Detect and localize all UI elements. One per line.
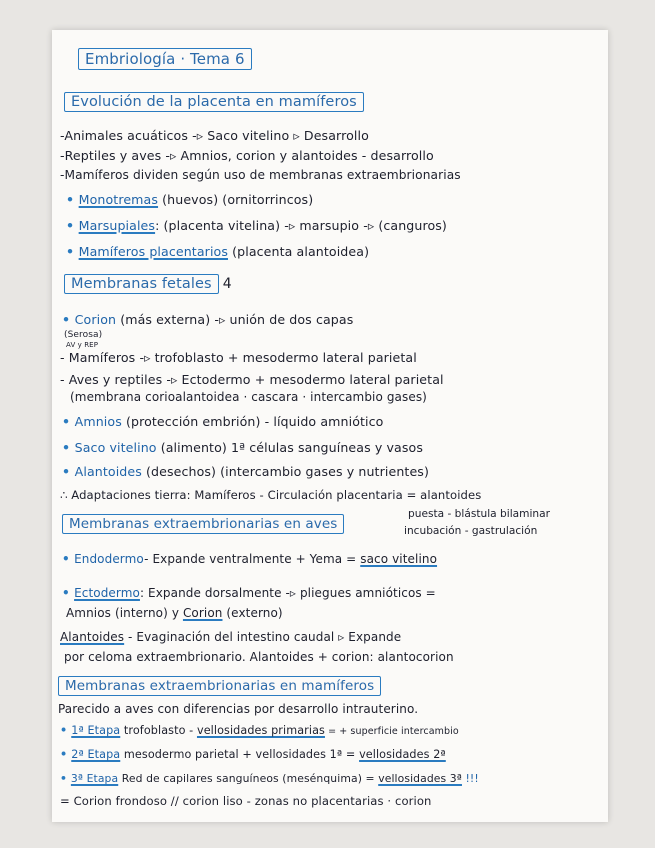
line-acuaticos: -Animales acuáticos -▹ Saco vitelino ▹ Desarrollo (60, 128, 369, 143)
note-incubacion: incubación - gastrulación (404, 525, 538, 537)
line-corioalantoidea: (membrana corioalantoidea · cascara · intercambio gases) (70, 390, 427, 404)
item-saco-vitelino: • Saco vitelino (alimento) 1ª células sanguíneas y vasos (62, 440, 423, 455)
label-serosa: (Serosa) (64, 330, 103, 340)
line-mamiferos-trofo: - Mamíferos -▹ trofoblasto + mesodermo lateral parietal (60, 350, 417, 365)
page-title: Embriología · Tema 6 (78, 48, 252, 70)
item-endodermo: • Endodermo- Expande ventralmente + Yema = saco vitelino (62, 552, 438, 566)
item-corion: • Corion (más externa) -▹ unión de dos capas (62, 312, 354, 327)
item-etapa-3: • 3ª Etapa Red de capilares sanguíneos (mesénquima) = vellosidades 3ª !!! (60, 772, 479, 785)
item-alantoides: • Alantoides (desechos) (intercambio gases y nutrientes) (62, 464, 429, 479)
item-placentarios: • Mamíferos placentarios (placenta alantoidea) (66, 244, 370, 259)
item-amnios: • Amnios (protección embrión) - líquido amniótico (62, 414, 384, 429)
item-marsupiales: • Marsupiales: (placenta vitelina) -▹ marsupio -▹ (canguros) (66, 218, 447, 233)
label-avrep: AV y REP (66, 341, 99, 349)
line-adaptaciones: ∴ Adaptaciones tierra: Mamíferos - Circulación placentaria = alantoides (60, 488, 482, 502)
item-ectodermo: • Ectodermo: Expande dorsalmente -▹ pliegues amnióticos = (62, 586, 436, 600)
heading-evolucion: Evolución de la placenta en mamíferos (64, 92, 364, 112)
line-reptiles: -Reptiles y aves -▹ Amnios, corion y alantoides - desarrollo (60, 148, 434, 163)
line-aves-reptiles: - Aves y reptiles -▹ Ectodermo + mesodermo lateral parietal (60, 372, 444, 387)
line-mamiferos: -Mamíferos dividen según uso de membranas extraembrionarias (60, 168, 461, 182)
item-monotremas: • Monotremas (huevos) (ornitorrincos) (66, 192, 314, 207)
line-amnios-corion: Amnios (interno) y Corion (externo) (66, 606, 283, 620)
item-etapa-2: • 2ª Etapa mesodermo parietal + vellosidades 1ª = vellosidades 2ª (60, 748, 446, 761)
item-etapa-1: • 1ª Etapa trofoblasto - vellosidades primarias = + superficie intercambio (60, 724, 459, 737)
line-parecido: Parecido a aves con diferencias por desarrollo intrauterino. (58, 702, 419, 716)
heading-extraembrionarias-aves: Membranas extraembrionarias en aves (62, 514, 344, 534)
item-alantoides-aves: Alantoides - Evaginación del intestino caudal ▹ Expande (60, 630, 402, 644)
line-corion-frondoso: = Corion frondoso // corion liso - zonas no placentarias · corion (60, 794, 432, 808)
notebook-page (52, 30, 608, 822)
line-alantocorion: por celoma extraembrionario. Alantoides + corion: alantocorion (64, 650, 454, 664)
heading-extraembrionarias-mamiferos: Membranas extraembrionarias en mamíferos (58, 676, 381, 696)
note-puesta: puesta - blástula bilaminar (408, 508, 550, 520)
title-box (78, 48, 252, 70)
heading-membranas-fetales: Membranas fetales 4 (64, 274, 232, 294)
